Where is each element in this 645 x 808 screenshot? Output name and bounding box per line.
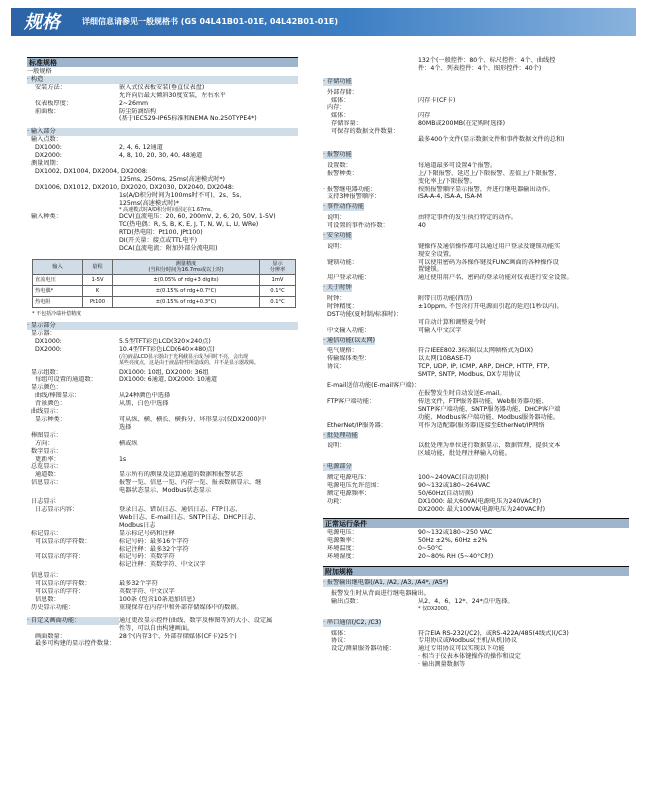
ftp-3: 功能、Modbus客户端功能、Modbus服务器功能。 — [418, 413, 560, 421]
relay-output-row — [323, 598, 629, 606]
section-normal: 正常运行条件 — [323, 518, 629, 528]
row-value: 20~80% RH (5~40°C时) — [418, 553, 494, 561]
row-value: 通过更改显示控件(曲线、数字及棒图等)的大小、设定属 — [119, 616, 273, 624]
message-label: 信息显示： — [31, 572, 62, 580]
row-label: 说明： — [327, 242, 346, 250]
row-value: 附带日历功能(西历) — [418, 295, 473, 303]
row-value: 50Hz ±2%, 60Hz ±2% — [418, 537, 488, 545]
row-value: 28个(内存3个、外部存储媒体(CF卡)25个) — [119, 632, 237, 640]
security-desc-row — [323, 243, 629, 251]
row-label: 协议： — [331, 637, 350, 645]
row-value: 从黑，白色中选择 — [119, 400, 169, 408]
meas-models-2: DX1006, DX1012, DX2010, DX2020, DX2030, DX2040, DX2048: — [35, 183, 234, 191]
dx1000-row — [27, 144, 298, 152]
row-value: 按照报警顺序显示报警，并进行继电器输出动作。 — [418, 185, 555, 193]
row-value: DX1000: 最大60VA(电源电压为240VAC时) — [418, 497, 542, 505]
row-label: 说明： — [327, 214, 346, 222]
row-value: DCV(直流电压：20, 60, 200mV, 2, 6, 20, 50V, 1-5V) — [119, 213, 276, 221]
serial-server-3: · 输出测量数据等 — [418, 661, 466, 669]
tag-kind-2: 标记注释：英数字符、中文汉字 — [119, 561, 206, 569]
capacity-row — [323, 120, 629, 128]
user-login-row — [323, 274, 629, 282]
power-heading: · 电源部分 — [323, 463, 352, 471]
alarm-kind-row — [323, 170, 629, 178]
row-value: 50/60Hz(自动切换) — [418, 489, 474, 497]
power-freq-row — [323, 490, 629, 498]
row-label: 通道数： — [35, 471, 60, 479]
front-row-2 — [27, 115, 298, 123]
disp-dx1000-row — [27, 338, 298, 346]
left-column — [27, 57, 298, 648]
row-label: 环境湿度： — [327, 553, 358, 561]
update-row — [27, 456, 298, 464]
external-label: 外部存储： — [327, 88, 358, 96]
row-label: 支持3种报警顺序： — [327, 193, 381, 201]
row-value: 以太网(10BASE-T) — [418, 355, 472, 363]
file-count-value: 最多400个文件(显示数据文件和事件数据文件的总和) — [418, 136, 565, 144]
front-row — [27, 108, 298, 116]
security-heading: · 安全功能 — [323, 231, 352, 239]
table-header: 量程 — [83, 259, 113, 274]
row-value: 闪存 — [418, 112, 431, 120]
row-label: 输入种类： — [31, 213, 62, 221]
right-column — [323, 57, 629, 669]
row-value: 通过专用协议可以实现以下功能 — [418, 645, 505, 653]
row-label: 媒体： — [331, 96, 350, 104]
row-label: 环境温度： — [327, 545, 358, 553]
row-label: 方向： — [35, 439, 54, 447]
row-value: 上/下限报警、延迟上/下限报警、差值上/下限报警、 — [418, 169, 561, 177]
row-value: 显示所有的测量及运算通道的数据和报警状态 — [119, 471, 243, 479]
channel-per-group-row — [27, 376, 298, 384]
row-value: 键操作及通信操作都可以通过用户登录及键锁功能实 — [418, 242, 561, 250]
table-note: * 不包括冷端补偿精度 — [32, 310, 82, 317]
row-label: 信息显示： — [31, 479, 62, 487]
widget-count-2: 件：4个、列表控件：4个、图形控件：40个) — [418, 64, 542, 72]
row-label: · 自定义画面功能： — [27, 617, 119, 625]
ftp-2: SNTP客户端功能、SNTP服务器功能、DHCP客户端 — [418, 405, 561, 413]
history-row — [27, 604, 298, 612]
row-value: 允许向后最大倾斜30度安装，左右水平 — [119, 91, 226, 99]
trend-color-row — [27, 392, 298, 400]
normal-temp-row — [323, 545, 629, 553]
row-label: 显示种类： — [35, 416, 66, 423]
msg-num-row — [27, 596, 298, 604]
page-subtitle: 详细信息请参见一般规格书 (GS 04L41B01-01E, 04L42B01-01E) — [82, 17, 339, 26]
row-value: 每通道最多可设置4个报警。 — [418, 161, 497, 169]
chinese-input-row — [323, 327, 629, 335]
relay-note: * 仅DX2000。 — [418, 605, 453, 612]
table-cell: 热电偶* — [33, 285, 83, 296]
table-cell: 1-5V — [83, 274, 113, 285]
row-label: 仪表板厚度： — [35, 99, 73, 107]
thickness-row — [27, 100, 298, 108]
row-value: 90~132或180~250 VAC — [418, 529, 493, 537]
row-label: FTP客户端功能： — [327, 397, 376, 405]
row-value: 嵌入式仪表板安装(垂直仪表盘) — [119, 83, 205, 91]
keylock-2: 置键锁。 — [418, 266, 443, 274]
row-label: 日志显示内容： — [35, 505, 79, 513]
row-label: 曲线/棒图显示： — [35, 392, 81, 400]
digit-label: 数字显示： — [31, 447, 62, 455]
row-label: DX1000: — [35, 144, 62, 152]
batch-heading: · 批处理功能 — [323, 431, 358, 439]
row-value: 从24种颜色中选择 — [119, 392, 171, 400]
tag-row — [27, 530, 298, 538]
log-content-2: Web日志、E-mail日志、SNTP日志、DHCP日志、 — [119, 513, 260, 521]
row-label: 时钟： — [327, 295, 346, 303]
clock-heading: · 关于时钟 — [323, 284, 352, 292]
serial-server-2: · 相当于仪表本体键操作的操作和设定 — [418, 653, 521, 661]
row-value: 可以使用密码为各操作键及FUNC画面的各种操作设 — [418, 258, 559, 266]
table-cell: 热电阻 — [33, 296, 83, 307]
tag-count-row — [27, 538, 298, 546]
row-label: 报警种类： — [327, 169, 358, 177]
row-label: 设定/测量服务器功能： — [331, 645, 395, 653]
kind-row — [27, 416, 298, 424]
row-label: 传输媒体类型： — [327, 355, 371, 363]
protocol-row — [323, 363, 629, 371]
ethernetip-row — [323, 422, 629, 430]
row-value: 2, 4, 6, 12通道 — [119, 144, 163, 152]
relay-heading: · 报警输出继电器(/A1, /A2, /A3, /A4*, /A5*) — [323, 579, 449, 587]
phy-row — [323, 347, 629, 355]
table-row — [33, 274, 296, 285]
custom-row-2: 性等，可以自由构建画面。 — [119, 624, 194, 632]
color-label: 显示颜色： — [31, 384, 62, 392]
meas-value-2a: 1s(A/D积分时间为100ms时不可)、2s、5s、 — [119, 191, 246, 199]
int-media-row — [323, 112, 629, 120]
row-label: · 报警继电器功能： — [323, 185, 377, 193]
row-value: 以批处理为单位进行数据显示，数据管理，提供文本 — [418, 442, 561, 450]
row-value: 80MB或200MB(在定购时选择) — [418, 120, 505, 128]
row-label: 中文输入功能： — [327, 326, 371, 334]
max-widgets-label: 最多可构建的显示控件数量： — [35, 640, 116, 648]
dst-value: 可自动计算和调整夏令时 — [418, 318, 487, 326]
table-row — [33, 296, 296, 307]
power-consumption-2: DX2000: 最大100VA(电源电压为240VAC时) — [418, 505, 546, 513]
row-value: ISA-A-4, ISA-A, ISA-M — [418, 193, 483, 201]
display-label: 显示器： — [31, 329, 56, 337]
dst-label: DST功能(夏时制/标准时)： — [327, 310, 403, 318]
batch-2: 区域功能，批处理注释输入功能。 — [418, 450, 511, 458]
direction-row — [27, 440, 298, 448]
ext-media-row — [323, 97, 629, 105]
row-value: 1s — [119, 455, 127, 463]
row-value: 英数字符、中文汉字 — [119, 588, 175, 596]
row-label: 标记显示： — [31, 529, 62, 537]
row-label: 媒体： — [331, 629, 350, 637]
row-label: DX2000: — [35, 152, 62, 160]
row-label: DX2000: — [35, 345, 62, 353]
clock-acc-row — [323, 303, 629, 311]
storage-heading: · 存储功能 — [323, 77, 352, 85]
row-label: 时钟精度： — [327, 303, 358, 310]
input-type-di: DI(开关量：接点或TTL电平) — [119, 237, 198, 245]
row-value: 10.4型TFT彩色LCD(640×480点) — [119, 345, 215, 353]
alarm-mode-row — [323, 193, 629, 201]
overview-label: 总览显示： — [31, 463, 62, 471]
row-value: 4, 8, 10, 20, 30, 40, 48通道 — [119, 152, 203, 160]
log-content-row — [27, 506, 298, 514]
row-value: 横或纵 — [119, 439, 138, 447]
kind-row-2: 选择 — [119, 423, 132, 431]
overview-channel-row — [27, 471, 298, 479]
meas-value-1: 125ms, 250ms, 25ms(高速模式时*) — [119, 175, 225, 183]
row-label: 额定电源频率： — [327, 489, 371, 497]
normal-voltage-row — [323, 529, 629, 537]
dx2000-row — [27, 152, 298, 160]
row-label: 可以显示的字符： — [35, 553, 85, 561]
mount-row — [27, 84, 298, 92]
table-cell: Pt100 — [83, 296, 113, 307]
relay-desc: 报警发生时从背面进行继电器输出。 — [331, 589, 430, 597]
table-cell: ±(0.15% of rdg+0.3°C) — [113, 296, 260, 307]
row-value: 符合IEEE802.3标准(以太网帧格式为DIX) — [418, 347, 533, 355]
security-desc-2: 现安全设置。 — [418, 250, 456, 258]
serial-heading: · 串口通信(/C2, /C3) — [323, 618, 382, 626]
row-value: 2~26mm — [119, 99, 149, 107]
row-label: 键锁功能： — [327, 258, 358, 266]
table-row — [33, 285, 296, 296]
row-value: 符合EIA RS-232(/C2)，或RS-422A/485(4线式)(/C3) — [418, 629, 569, 637]
table-cell: 0.1°C — [260, 285, 296, 296]
row-label: 电气规格： — [327, 347, 358, 355]
row-value: 防尘防滴结构 — [119, 107, 157, 115]
log-content-3: Modbus日志 — [119, 521, 156, 529]
row-label: 更新率： — [35, 455, 60, 463]
section-standard: 标准规格 — [27, 57, 298, 67]
input-count-label: 输入点数： — [31, 136, 62, 144]
table-header: 输入 — [33, 259, 83, 274]
row-value: 专用协议或Modbus(主机/从机)协议 — [418, 637, 518, 645]
row-label: 画面数量： — [35, 632, 66, 640]
row-value: 可输入中文汉字 — [418, 326, 462, 334]
email-label: E-mail送信功能(E-mail客户端)： — [327, 382, 421, 390]
row-label: 存储容量： — [331, 120, 362, 128]
widget-count-1: 132个(一般控件：80个、标尺控件：4个、曲线控 — [418, 57, 556, 64]
row-label: 安装方法： — [35, 83, 66, 91]
row-label: 电源频率： — [327, 537, 358, 545]
row-value: (基于IEC529-IP65标准和NEMA No.250TYPE4*) — [119, 115, 257, 123]
clock-row — [323, 295, 629, 303]
row-label: 用户登录功能： — [327, 274, 371, 282]
mount-row-2 — [27, 92, 298, 100]
row-label: 输出点数： — [331, 597, 362, 605]
event-desc-row — [323, 214, 629, 222]
row-value: 100条 (包含10条追加信息) — [119, 595, 195, 603]
msg-kind-row — [27, 588, 298, 596]
msg-count-row — [27, 580, 298, 588]
lcd-note-1: (注)液晶LCD显示器由于光利截显示成为同时不亮，会出现 — [119, 353, 249, 360]
info-row — [27, 479, 298, 487]
tag-count-2: 标记注释：最多32个字符 — [119, 545, 189, 553]
row-value: ±10ppm, 不包含打开电源而引起的延迟(1秒以内)。 — [418, 303, 563, 310]
display-heading: · 显示部分 — [27, 322, 298, 330]
general-heading: 一般规格 — [27, 68, 52, 75]
meas-models-1: DX1002, DX1004, DX2004, DX2008: — [35, 167, 148, 175]
file-count-label: 可保存的数据文件数量： — [331, 128, 400, 136]
row-label: 历史显示功能： — [31, 603, 75, 611]
row-label: 显示组数： — [31, 368, 62, 376]
row-value: 40 — [418, 222, 426, 230]
row-label: 信息数： — [35, 595, 60, 603]
table-cell: K — [83, 285, 113, 296]
alarm-relay-row — [323, 186, 629, 194]
event-heading: · 事件动作功能 — [323, 203, 365, 211]
accuracy-table — [32, 259, 296, 308]
row-label: 说明： — [327, 442, 346, 450]
serial-media-row — [323, 630, 629, 638]
serial-protocol-row — [323, 637, 629, 645]
row-label: DX1000: — [35, 337, 62, 345]
normal-humidity-row — [323, 553, 629, 561]
row-label: 背景颜色： — [35, 400, 66, 408]
row-label: 可以显示的字符： — [35, 588, 85, 596]
row-label: 可以显示的字符数： — [35, 580, 91, 588]
meas-value-2b: 125ms(高速模式时)* — [119, 199, 179, 207]
log-label: 日志显示 — [31, 498, 56, 506]
row-label: 媒体： — [331, 112, 350, 120]
row-value: DX1000: 6通道, DX2000: 10通道 — [119, 376, 218, 384]
disp-dx2000-row — [27, 346, 298, 354]
row-label: 前面板： — [35, 107, 60, 115]
meas-period-label: 测量周期： — [31, 159, 62, 167]
comm-heading: · 通信功能(以太网) — [323, 336, 376, 344]
email-value: 在报警发生时自动发送E-mail。 — [418, 389, 506, 397]
row-value: 闪存卡(CF卡) — [418, 96, 456, 104]
power-range-row — [323, 482, 629, 490]
row-value: 标记号码：英数字符 — [119, 553, 175, 561]
section-optional: 附加规格 — [323, 566, 629, 576]
table-header: 测量精度 (当积分时间为16.7ms或以上时) — [113, 259, 260, 274]
power-voltage-row — [323, 474, 629, 482]
alarm-heading: · 报警功能 — [323, 150, 352, 158]
row-value: 通过使用用户名、密码的登录功能对仪表进行安全设置。 — [418, 274, 573, 282]
row-label: EtherNet/IP服务器： — [327, 421, 387, 429]
table-cell: ±(0.15% of rdg+0.7°C) — [113, 285, 260, 296]
row-value: 5.5型TFT彩色LCD(320×240点) — [119, 337, 211, 345]
row-label: 功耗： — [327, 497, 346, 505]
row-label: 每组可设置的通道数： — [35, 376, 97, 384]
row-value: 可从纵、横、横长、横拆分、坏形显示(仅DX2000)中 — [119, 416, 267, 423]
table-header: 显示 分辨率 — [260, 259, 296, 274]
event-count-row — [323, 222, 629, 230]
input-heading: · 输入部分 — [27, 128, 298, 136]
power-consumption-row — [323, 498, 629, 506]
table-cell: ±(0.05% of rdg+3 digits) — [113, 274, 260, 285]
row-label: 可设置的事件动作数： — [327, 222, 389, 230]
row-value: 报警一览、信息一览、内存一览、报表数据显示、继 — [119, 479, 262, 487]
info-row-2: 电器状态显示、Modbus状态显示 — [119, 487, 212, 495]
row-value: 可作为适配器(服务器)连接至EtherNet/IP网络 — [418, 421, 545, 429]
row-value: 登录日志、错误日志、通信日志、FTP日志、 — [119, 505, 242, 513]
alarm-set-row — [323, 162, 629, 170]
ftp-row — [323, 398, 629, 406]
row-value: 重现保存在内存中和外部存储媒体中的数据。 — [119, 603, 243, 611]
row-value: DX1000: 10组, DX2000: 36组 — [119, 368, 209, 376]
bar-label: 棒图显示： — [31, 431, 62, 439]
medium-row — [323, 355, 629, 363]
group-row — [27, 369, 298, 377]
table-cell: 1mV — [260, 274, 296, 285]
row-value: 100~240VAC(自动切换) — [418, 473, 489, 481]
row-value: 传送文件，FTP服务器功能，Web服务器功能、 — [418, 397, 548, 405]
input-type-tc: TC(热电偶：R, S, B, K, E, J, T, N, W, L, U, WRe) — [119, 221, 259, 229]
keylock-row — [323, 259, 629, 267]
normal-freq-row — [323, 537, 629, 545]
protocol-2: SMTP, SNTP, Modbus, DX专用协议 — [418, 371, 521, 379]
row-label: 协议： — [327, 363, 346, 371]
lcd-note-2: 某些亮度点，这是由于液晶特性所造成的，并不是显示器故障。 — [119, 359, 260, 366]
input-type-rtd: RTD(热电阻：Pt100, JPt100) — [119, 229, 203, 237]
custom-row — [27, 617, 298, 625]
construction-heading: · 构造 — [27, 76, 298, 84]
bg-color-row — [27, 400, 298, 408]
row-value: 最多32个字符 — [119, 580, 158, 588]
row-value: TCP, UDP, IP, ICMP, ARP, DHCP, HTTP, FTP, — [418, 363, 550, 371]
input-type-dca: DCA(直流电流：附加外部分流电阻) — [119, 245, 218, 253]
row-value: 显示标记号码和注释 — [119, 529, 175, 537]
alarm-kind-2: 变化率上/下限报警。 — [418, 177, 476, 185]
row-value: 由特定事件的发生执行特定的动作。 — [418, 214, 517, 222]
row-value: 0~50°C — [418, 545, 443, 553]
row-label: 电源电压允许范围： — [327, 481, 383, 489]
row-value: 标记号码：最多16个字符 — [119, 537, 189, 545]
row-label: 额定电源电压： — [327, 473, 371, 481]
internal-label: 内存： — [327, 104, 346, 112]
row-label: 电源电压： — [327, 529, 358, 537]
table-cell: 0.1°C — [260, 296, 296, 307]
row-label: 设置数： — [327, 161, 352, 169]
curve-label: 曲线显示： — [31, 408, 62, 416]
page-title: 规格 — [24, 12, 60, 33]
row-value: 90~132或180~264VAC — [418, 481, 491, 489]
row-label: 可以显示的字符数： — [35, 537, 91, 545]
meas-note: * 高速模式时A/D积分时间固定在1.67ms。 — [119, 207, 216, 214]
row-value: 从2、4、6、12*、24*点中选择。 — [418, 597, 514, 605]
table-cell: 直流电压 — [33, 274, 83, 285]
